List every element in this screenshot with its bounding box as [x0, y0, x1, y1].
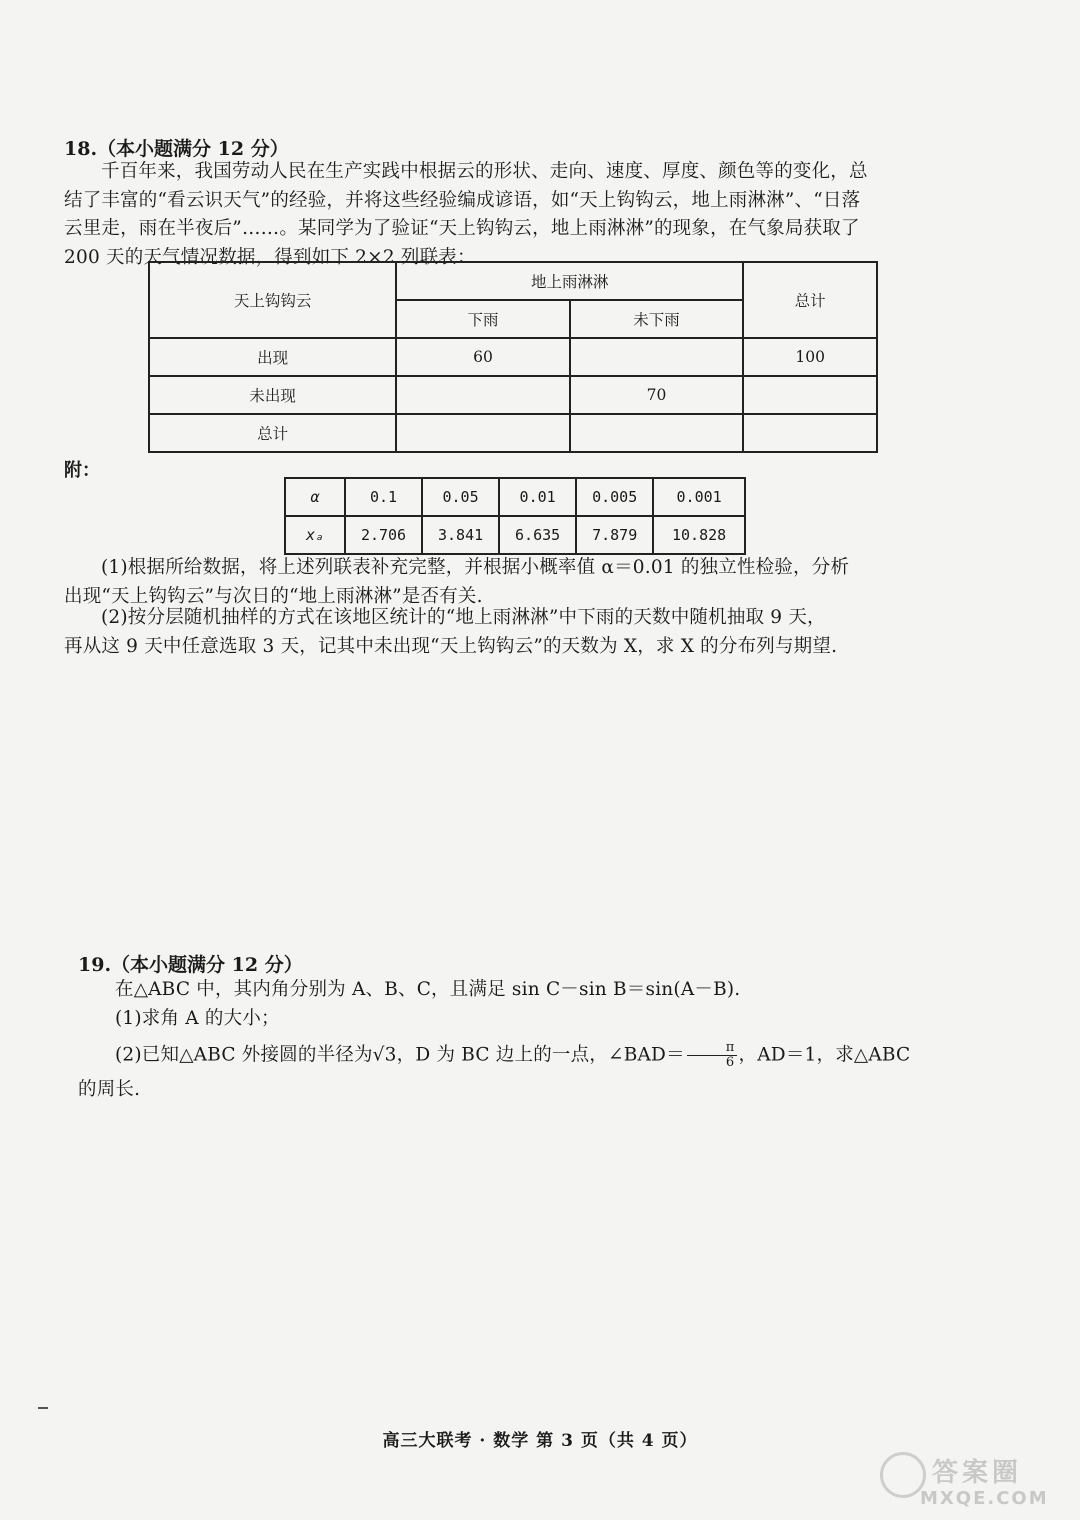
q19-statement: 在△ABC 中，其内角分别为 A、B、C，且满足 sin C－sin B＝sin(A－B).: [115, 979, 741, 1000]
table-row: [285, 516, 745, 554]
q18-part2: [64, 604, 974, 661]
q18-title: 18.（本小题满分 12 分）: [64, 138, 289, 160]
q19-part2-text-b: ，AD＝1，求△ABC: [738, 1044, 911, 1066]
q18-intro: [64, 158, 974, 272]
row-label: 总计: [149, 414, 396, 452]
col-total-header: 总计: [743, 262, 877, 338]
cell-rain: [396, 376, 570, 414]
site-watermark: [880, 1452, 1070, 1512]
cell-norain: [570, 338, 744, 376]
row-label: 出现: [149, 338, 396, 376]
alpha-value: 0.1: [345, 478, 422, 516]
q18-part2-line-1: (2)按分层随机抽样的方式在该地区统计的“地上雨淋淋”中下雨的天数中随机抽取 9 天，: [101, 607, 826, 628]
q19-part2-end: 的周长.: [78, 1079, 141, 1100]
cell-total: [743, 376, 877, 414]
table-row: [285, 478, 745, 516]
cell-norain: [570, 414, 744, 452]
x-value: 3.841: [422, 516, 499, 554]
pi-over-6-fraction: [687, 1041, 737, 1070]
q18-intro-line-3: 云里走，雨在半夜后”……。某同学为了验证“天上钩钩云，地上雨淋淋”的现象，在气象局获取了: [64, 218, 860, 239]
q18-part2-line-2: 再从这 9 天中任意选取 3 天，记其中未出现“天上钩钩云”的天数为 X，求 X 的分布列与期望.: [64, 635, 838, 657]
table-row: [149, 338, 877, 376]
watermark-line-1: 答案圈: [932, 1458, 1023, 1488]
alpha-value: 0.001: [653, 478, 745, 516]
cell-total: 100: [743, 338, 877, 376]
x-value: 10.828: [653, 516, 745, 554]
q18-intro-line-2: 结了丰富的“看云识天气”的经验，并将这些经验编成谚语，如“天上钩钩云，地上雨淋淋”、“日落: [64, 189, 861, 211]
q18-part1-line-1: (1)根据所给数据，将上述列联表补充完整，并根据小概率值 α＝0.01 的独立性检验，分析: [101, 557, 850, 578]
table-row: [149, 376, 877, 414]
row-label: 未出现: [149, 376, 396, 414]
critical-value-table: [284, 477, 746, 555]
col-norain-header: 未下雨: [570, 300, 744, 338]
q19-title: 19.（本小题满分 12 分）: [78, 954, 303, 976]
cell-rain: 60: [396, 338, 570, 376]
col-rain-header: 下雨: [396, 300, 570, 338]
x-value: 6.635: [499, 516, 576, 554]
x-value: 7.879: [576, 516, 653, 554]
page-footer: 高三大联考 · 数学 第 3 页（共 4 页）: [382, 1431, 698, 1451]
q18-intro-line-4: 200 天的天气情况数据，得到如下 2×2 列联表：: [64, 246, 476, 268]
q18-intro-line-1: 千百年来，我国劳动人民在生产实践中根据云的形状、走向、速度、厚度、颜色等的变化，总: [101, 161, 868, 182]
q18-part1: [64, 554, 974, 611]
q18-part1-line-2: 出现“天上钩钩云”与次日的“地上雨淋淋”是否有关.: [64, 585, 483, 607]
q19-part1: (1)求角 A 的大小；: [115, 1007, 280, 1029]
alpha-value: 0.01: [499, 478, 576, 516]
fraction-numerator: π: [687, 1041, 737, 1056]
cell-norain: 70: [570, 376, 744, 414]
q19-part2: [78, 1041, 978, 1070]
col-group-header: 地上雨淋淋: [396, 262, 743, 300]
alpha-label: α: [285, 478, 345, 516]
fraction-denominator: 6: [725, 1055, 735, 1070]
row-header-cell: 天上钩钩云: [149, 262, 396, 338]
scan-mark: [38, 1407, 48, 1409]
alpha-value: 0.05: [422, 478, 499, 516]
cell-total: [743, 414, 877, 452]
appendix-label: 附：: [64, 460, 100, 481]
contingency-table: [148, 261, 878, 453]
q19-part2-text-a: (2)已知△ABC 外接圆的半径为√3，D 为 BC 边上的一点，∠BAD＝: [115, 1044, 685, 1066]
table-row: [149, 414, 877, 452]
watermark-line-2: MXQE.COM: [920, 1488, 1049, 1509]
alpha-value: 0.005: [576, 478, 653, 516]
cell-rain: [396, 414, 570, 452]
x-value: 2.706: [345, 516, 422, 554]
x-label: xₐ: [285, 516, 345, 554]
q19-body: [78, 976, 978, 1105]
